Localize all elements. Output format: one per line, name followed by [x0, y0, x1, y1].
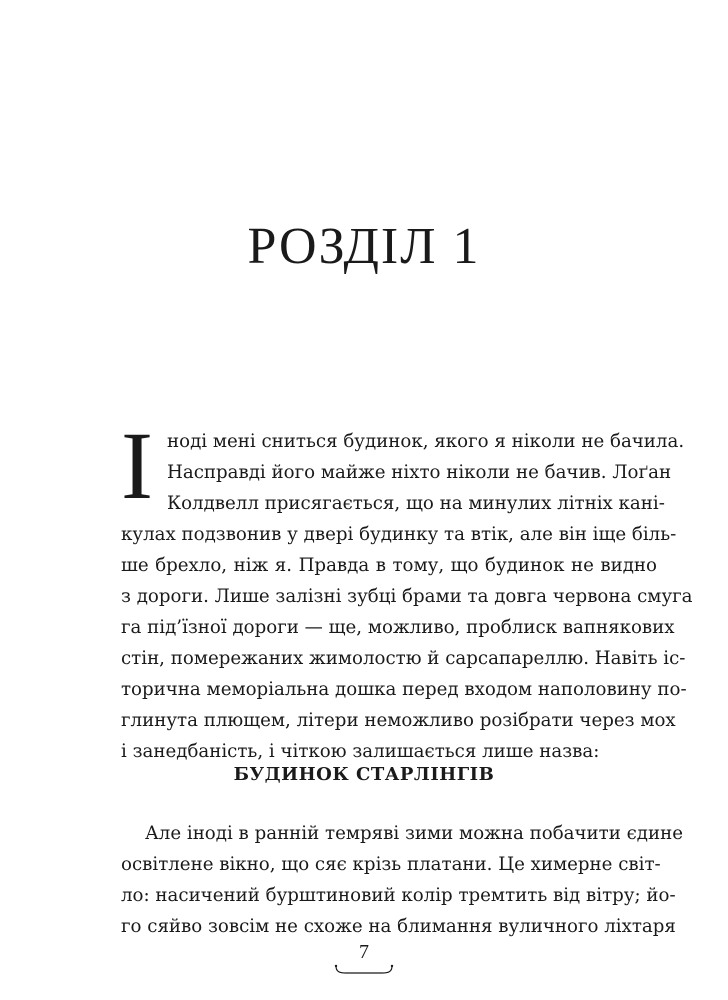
paragraph-line: ше брехло, ніж я. Правда в тому, що будинок не видно — [121, 555, 657, 576]
drop-cap: І — [121, 412, 153, 519]
paragraph-line: Але іноді в ранній темряві зими можна побачити єдине — [145, 823, 683, 844]
paragraph-line: глинута плющем, літери неможливо розібрати через мох — [121, 710, 676, 731]
page-number: 7 — [359, 941, 369, 963]
paragraph-1 — [121, 412, 693, 767]
paragraph-2 — [121, 818, 683, 942]
paragraph-line: з дороги. Лише залізні зубці брами та довга червона смуга — [121, 586, 693, 607]
paragraph-line: Насправді його майже ніхто ніколи не бачив. Лоґан — [167, 462, 672, 483]
paragraph-line: ноді мені сниться будинок, якого я ніколи не бачила. — [167, 431, 685, 452]
ornament-flourish-icon — [332, 964, 396, 976]
paragraph-line: го сяйво зовсім не схоже на блимання вуличного ліхтаря — [121, 916, 676, 937]
paragraph-line: кулах подзвонив у двері будинку та втік, але він іще біль- — [121, 524, 677, 545]
paragraph-line: і занедбаність, і чіткою залишається лише назва: — [121, 741, 600, 762]
section-heading: БУДИНОК СТАРЛІНГІВ — [233, 764, 495, 785]
page-footer — [0, 940, 728, 976]
paragraph-line: га під’їзної дороги — ще, можливо, проблиск вапнякових — [121, 617, 675, 638]
paragraph-line: Колдвелл присягається, що на минулих літніх кані- — [167, 493, 665, 514]
paragraph-line: ло: насичений бурштиновий колір тремтить від вітру; йо- — [121, 885, 676, 906]
paragraph-line: освітлене вікно, що сяє крізь платани. Це химерне світ- — [121, 854, 661, 875]
paragraph-line: торична меморіальна дошка перед входом наполовину по- — [121, 679, 687, 700]
paragraph-line: стін, помережаних жимолостю й сарсапареллю. Навіть іс- — [121, 648, 686, 669]
chapter-title: РОЗДІЛ 1 — [247, 218, 481, 275]
